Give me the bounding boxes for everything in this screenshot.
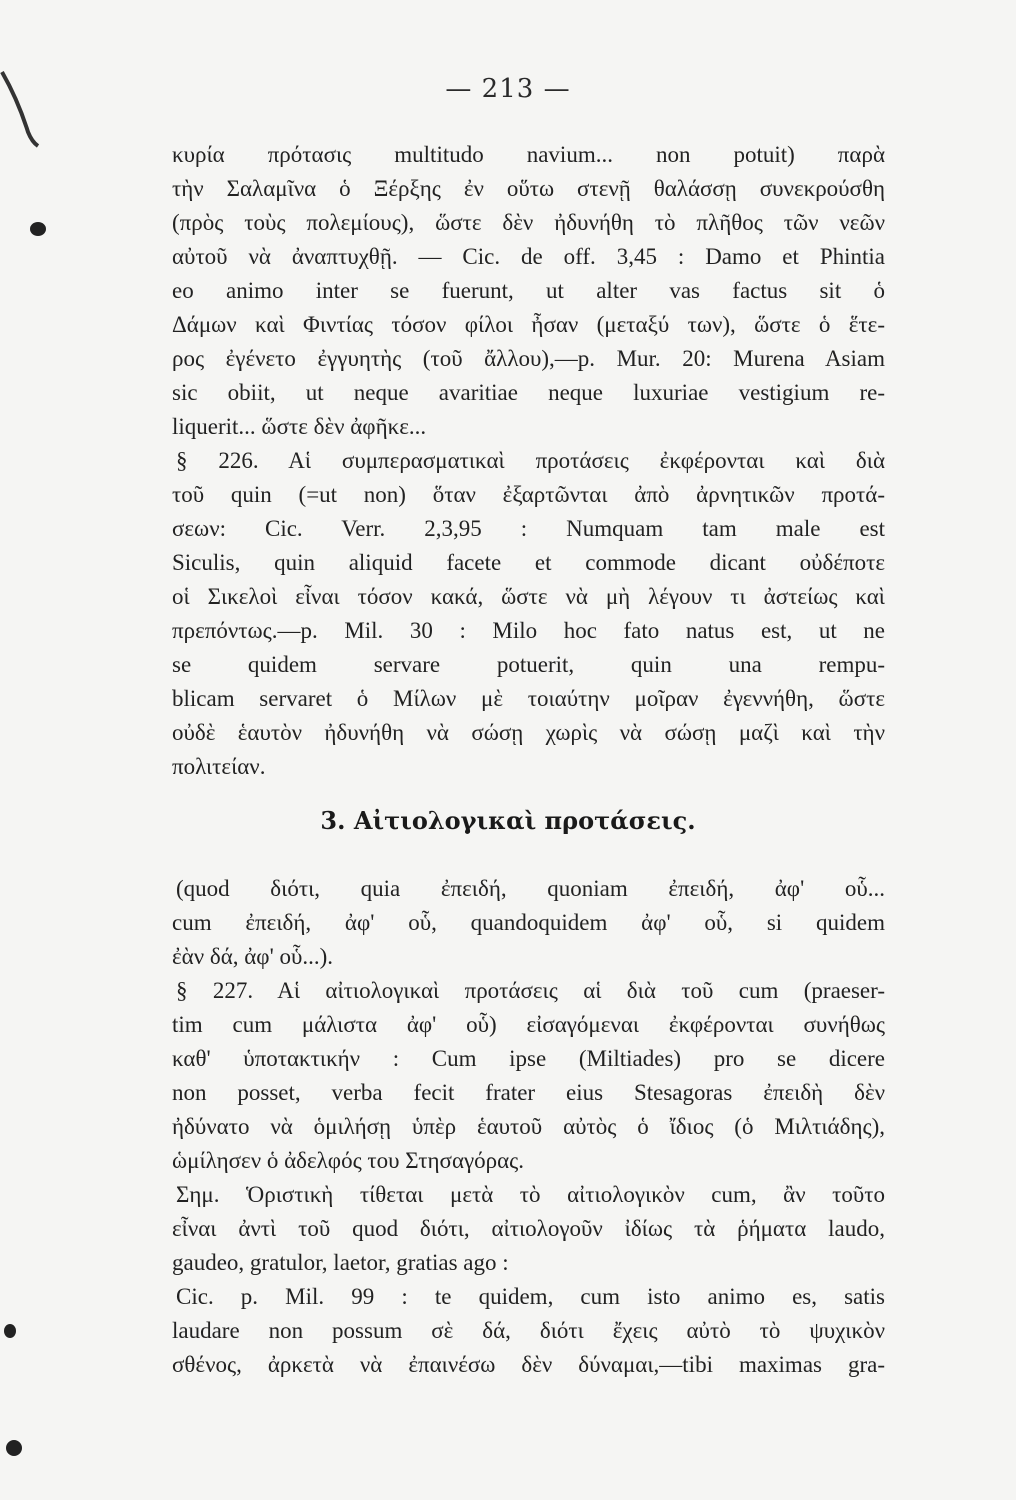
text-line: σθένος, ἀρκετὰ νὰ ἐπαινέσω δὲν δύναμαι,—tibi maximas gra-	[172, 1352, 885, 1377]
text-line: οἱ Σικελοὶ εἶναι τόσον κακά, ὥστε νὰ μὴ λέγουν τι ἀστείως καὶ	[172, 584, 885, 609]
text-line: τὴν Σαλαμῖνα ὁ Ξέρξης ἐν οὕτω στενῇ θαλάσσῃ συνεκρούσθη	[172, 176, 885, 201]
ink-blot-mark	[30, 222, 46, 236]
text-line: eo animo inter se fuerunt, ut alter vas factus sit ὁ	[172, 278, 885, 303]
text-line: Siculis, quin aliquid facete et commode dicant οὐδέποτε	[172, 550, 885, 575]
text-line: blicam servaret ὁ Μίλων μὲ τοιαύτην μοῖραν ἐγεννήθη, ὥστε	[172, 686, 885, 711]
paragraph-block-causal	[172, 872, 885, 1382]
text-line: se quidem servare potuerit, quin una rempu-	[172, 652, 885, 677]
note-start: Σημ. Ὁριστικὴ τίθεται μετὰ τὸ αἰτιολογικὸν cum, ἂν τοῦτο	[176, 1182, 885, 1207]
text-line: πρεπόντως.—p. Mil. 30 : Milo hoc fato natus est, ut ne	[172, 618, 885, 643]
text-line: οὐδὲ ἑαυτὸν ἠδυνήθη νὰ σώσῃ χωρὶς νὰ σώσῃ μαζὶ καὶ τὴν	[172, 720, 885, 745]
text-line: κυρία πρότασις multitudo navium... non potuit) παρὰ	[172, 142, 885, 167]
text-line: τοῦ quin (=ut non) ὅταν ἐξαρτῶνται ἀπὸ ἀρνητικῶν προτά-	[172, 482, 885, 507]
text-line: Cic. p. Mil. 99 : te quidem, cum isto animo es, satis	[176, 1284, 885, 1309]
text-line: πολιτείαν.	[172, 754, 266, 779]
text-line: non posset, verba fecit frater eius Stesagoras ἐπειδὴ δὲν	[172, 1080, 885, 1105]
text-line: ἐὰν δά, ἀφ' οὗ...).	[172, 944, 334, 969]
ink-blot-mark	[4, 1324, 16, 1338]
ink-blot-mark	[6, 1440, 22, 1456]
text-line: Δάμων καὶ Φιντίας τόσον φίλοι ἦσαν (μεταξύ των), ὥστε ὁ ἕτε-	[172, 312, 885, 337]
text-line: laudare non possum σὲ δά, διότι ἔχεις αὐτὸ τὸ ψυχικὸν	[172, 1318, 885, 1343]
text-line: εἶναι ἀντὶ τοῦ quod διότι, αἰτιολογοῦν ἰδίως τὰ ῥήματα laudo,	[172, 1216, 885, 1241]
text-line: sic obiit, ut neque avaritiae neque luxuriae vestigium re-	[172, 380, 885, 405]
section-heading: 3. Αἰτιολογικαὶ προτάσεις.	[320, 806, 696, 835]
text-line: tim cum μάλιστα ἀφ' οὗ) εἰσαγόμεναι ἐκφέρονται συνήθως	[172, 1012, 885, 1037]
text-line: ὡμίλησεν ὁ ἀδελφός του Στησαγόρας.	[172, 1148, 525, 1173]
text-line: cum ἐπειδή, ἀφ' οὗ, quandoquidem ἀφ' οὗ, si quidem	[172, 910, 885, 935]
text-line: αὐτοῦ νὰ ἀναπτυχθῇ. — Cic. de off. 3,45 : Damo et Phintia	[172, 244, 885, 269]
text-line: gaudeo, gratulor, laetor, gratias ago :	[172, 1250, 509, 1275]
section-227-start: § 227. Αἱ αἰτιολογικαὶ προτάσεις αἱ διὰ τοῦ cum (praeser-	[176, 978, 885, 1003]
text-line: καθ' ὑποτακτικήν : Cum ipse (Miltiades) pro se dicere	[172, 1046, 885, 1071]
text-line: (quod διότι, quia ἐπειδή, quoniam ἐπειδή, ἀφ' οὗ...	[176, 876, 885, 901]
paragraph-block-consecutive	[172, 138, 885, 784]
text-line: ἠδύνατο νὰ ὁμιλήσῃ ὑπὲρ ἑαυτοῦ αὐτὸς ὁ ἴδιος (ὁ Μιλτιάδης),	[172, 1114, 885, 1139]
page-number: — 213 —	[445, 74, 571, 104]
text-line: (πρὸς τοὺς πολεμίους), ὥστε δὲν ἠδυνήθη τὸ πλῆθος τῶν νεῶν	[172, 210, 885, 235]
text-line: σεων: Cic. Verr. 2,3,95 : Numquam tam male est	[172, 516, 885, 541]
text-line: liquerit... ὥστε δὲν ἀφῆκε...	[172, 414, 427, 439]
text-line: ρος ἐγένετο ἐγγυητὴς (τοῦ ἄλλου),—p. Mur. 20: Murena Asiam	[172, 346, 885, 371]
section-226-start: § 226. Αἱ συμπερασματικαὶ προτάσεις ἐκφέρονται καὶ διὰ	[176, 448, 885, 473]
